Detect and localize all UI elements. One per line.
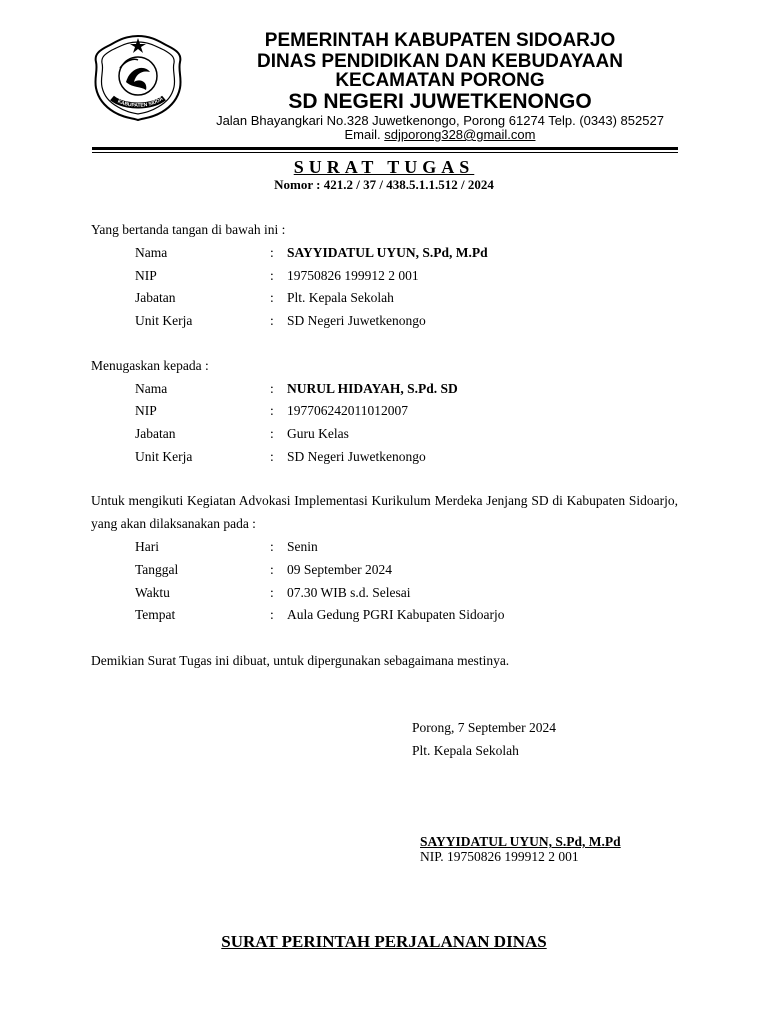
signature-place-date: Porong, 7 September 2024 <box>412 720 556 735</box>
closing-statement: Demikian Surat Tugas ini dibuat, untuk dipergunakan sebagaimana mestinya. <box>91 653 510 668</box>
signer-name-label: Nama <box>135 245 168 260</box>
sppd-heading: SURAT PERINTAH PERJALANAN DINAS <box>221 932 547 951</box>
colon: : <box>270 607 274 622</box>
assignee-unit-label: Unit Kerja <box>135 449 193 464</box>
logo-ribbon-text: KABUPATEN SIDOA <box>116 95 165 109</box>
letterhead-email-line <box>190 127 690 142</box>
purpose-paragraph: Untuk mengikuti Kegiatan Advokasi Implementasi Kurikulum Merdeka Jenjang SD di Kabupaten Sidoarjo, yang akan dilaksanakan pada : <box>91 493 678 531</box>
colon: : <box>270 585 274 600</box>
signature-nip: NIP. 19750826 199912 2 001 <box>420 849 579 864</box>
colon: : <box>270 403 274 418</box>
colon: : <box>270 539 274 554</box>
assignee-name: NURUL HIDAYAH, S.Pd. SD <box>287 381 458 396</box>
signer-intro: Yang bertanda tangan di bawah ini : <box>91 222 286 237</box>
schedule-date: 09 September 2024 <box>287 562 392 577</box>
schedule-time-label: Waktu <box>135 585 170 600</box>
schedule-day: Senin <box>287 539 318 554</box>
schedule-time: 07.30 WIB s.d. Selesai <box>287 585 411 600</box>
letterhead-rule-thin <box>92 152 678 153</box>
signer-name: SAYYIDATUL UYUN, S.Pd, M.Pd <box>287 245 488 260</box>
schedule-place: Aula Gedung PGRI Kabupaten Sidoarjo <box>287 607 505 622</box>
assignee-intro: Menugaskan kepada : <box>91 358 209 373</box>
signature-position: Plt. Kepala Sekolah <box>412 743 519 758</box>
kabupaten-sidoarjo-logo <box>90 32 186 122</box>
colon: : <box>270 313 274 328</box>
assignee-nip-label: NIP <box>135 403 157 418</box>
letterhead-department: DINAS PENDIDIKAN DAN KEBUDAYAAN <box>257 51 623 72</box>
signer-unit: SD Negeri Juwetkenongo <box>287 313 426 328</box>
schedule-place-label: Tempat <box>135 607 176 622</box>
letterhead-district: KECAMATAN PORONG <box>335 70 545 91</box>
email-label: Email. <box>344 127 381 142</box>
signer-position-label: Jabatan <box>135 290 176 305</box>
signer-unit-label: Unit Kerja <box>135 313 193 328</box>
signature-name: SAYYIDATUL UYUN, S.Pd, M.Pd <box>420 834 621 849</box>
colon: : <box>270 562 274 577</box>
assignee-position: Guru Kelas <box>287 426 349 441</box>
schedule-date-label: Tanggal <box>135 562 179 577</box>
assignee-name-label: Nama <box>135 381 168 396</box>
assignee-nip: 197706242011012007 <box>287 403 408 418</box>
letter-title: SURAT TUGAS <box>293 157 475 177</box>
signer-position: Plt. Kepala Sekolah <box>287 290 394 305</box>
colon: : <box>270 426 274 441</box>
letterhead-rule-thick <box>92 147 678 150</box>
signer-nip: 19750826 199912 2 001 <box>287 268 419 283</box>
signer-nip-label: NIP <box>135 268 157 283</box>
assignee-unit: SD Negeri Juwetkenongo <box>287 449 426 464</box>
letterhead-government: PEMERINTAH KABUPATEN SIDOARJO <box>264 30 616 51</box>
letter-number: Nomor : 421.2 / 37 / 438.5.1.1.512 / 2024 <box>274 177 494 192</box>
colon: : <box>270 381 274 396</box>
colon: : <box>270 290 274 305</box>
colon: : <box>270 449 274 464</box>
letterhead-address: Jalan Bhayangkari No.328 Juwetkenongo, Porong 61274 Telp. (0343) 852527 <box>216 113 664 128</box>
schedule-day-label: Hari <box>135 539 159 554</box>
colon: : <box>270 245 274 260</box>
assignee-position-label: Jabatan <box>135 426 176 441</box>
letterhead-school: SD NEGERI JUWETKENONGO <box>288 90 592 113</box>
email-link[interactable]: sdjporong328@gmail.com <box>384 127 536 142</box>
colon: : <box>270 268 274 283</box>
